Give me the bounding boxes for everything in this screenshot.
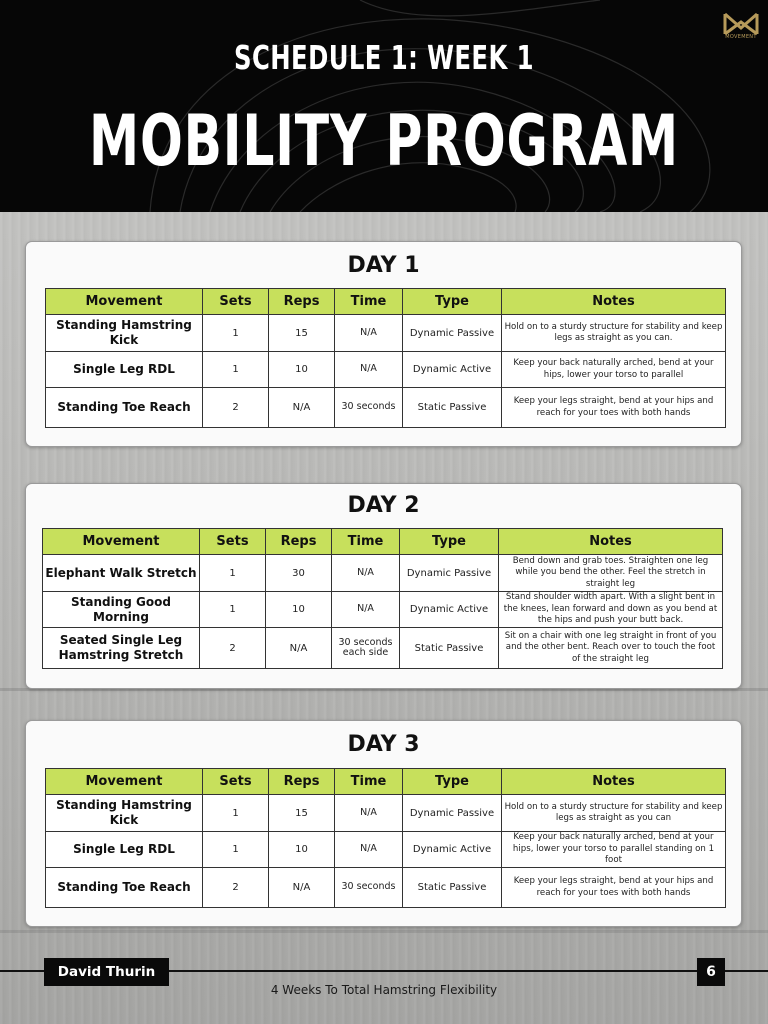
page-header [0,0,768,212]
notes-cell: Hold on to a sturdy structure for stability and keep legs as straight as you can [502,795,726,832]
col-time: Time [335,289,403,315]
type-cell: Dynamic Active [400,592,499,628]
movement-cell: Seated Single Leg Hamstring Stretch [43,628,200,669]
sets-cell: 1 [200,592,266,628]
col-notes: Notes [502,289,726,315]
footer-caption: 4 Weeks To Total Hamstring Flexibility [270,983,498,997]
col-type: Type [403,289,502,315]
notes-cell: Hold on to a sturdy structure for stability and keep legs as straight as you can. [502,315,726,352]
sets-cell: 2 [203,388,269,428]
col-sets: Sets [200,529,266,555]
day-1-title: DAY 1 [347,253,420,278]
type-cell: Dynamic Active [403,832,502,868]
movement-cell: Single Leg RDL [46,832,203,868]
time-cell: N/A [332,592,400,628]
col-movement: Movement [46,289,203,315]
movement-logo-icon [722,10,760,46]
table-row [43,555,723,592]
notes-cell: Keep your back naturally arched, bend at your hips, lower your torso to parallel standing on 1 foot [502,832,726,868]
col-sets: Sets [203,289,269,315]
col-notes: Notes [502,769,726,795]
table-row [46,795,726,832]
notes-cell: Keep your back naturally arched, bend at your hips, lower your torso to parallel [502,352,726,388]
table-row [46,832,726,868]
type-cell: Dynamic Passive [400,555,499,592]
col-reps: Reps [269,289,335,315]
reps-cell: 30 [266,555,332,592]
type-cell: Dynamic Passive [403,315,502,352]
table-row [46,315,726,352]
sets-cell: 1 [203,795,269,832]
day-2-card [25,483,742,689]
sets-cell: 2 [200,628,266,669]
day-1-card [25,241,742,447]
reps-cell: 10 [266,592,332,628]
col-movement: Movement [43,529,200,555]
notes-cell: Sit on a chair with one leg straight in front of you and the other bent. Reach over to touch the foot of the straight leg [499,628,723,669]
reps-cell: 15 [269,315,335,352]
time-cell: N/A [332,555,400,592]
notes-cell: Keep your legs straight, bend at your hips and reach for your toes with both hands [502,868,726,908]
movement-cell: Elephant Walk Stretch [43,555,200,592]
notes-cell: Bend down and grab toes. Straighten one leg while you bend the other. Feel the stretch in straight leg [499,555,723,592]
table-row [43,628,723,669]
time-cell: N/A [335,315,403,352]
col-movement: Movement [46,769,203,795]
movement-cell: Standing Hamstring Kick [46,315,203,352]
col-time: Time [335,769,403,795]
reps-cell: 15 [269,795,335,832]
page-title: MOBILITY PROGRAM [89,100,679,182]
table-header-row [46,289,726,315]
author-badge: David Thurin [44,958,169,986]
col-time: Time [332,529,400,555]
type-cell: Static Passive [400,628,499,669]
sets-cell: 2 [203,868,269,908]
notes-cell: Keep your legs straight, bend at your hips and reach for your toes with both hands [502,388,726,428]
time-cell: N/A [335,832,403,868]
day-2-table [42,528,723,669]
movement-cell: Standing Hamstring Kick [46,795,203,832]
time-cell: N/A [335,795,403,832]
time-cell: 30 seconds [335,388,403,428]
time-cell: 30 seconds [335,868,403,908]
logo-text: MOVEMENT [725,34,757,40]
table-header-row [43,529,723,555]
table-row [43,592,723,628]
col-reps: Reps [269,769,335,795]
time-cell: N/A [335,352,403,388]
type-cell: Dynamic Active [403,352,502,388]
day-1-table [45,288,726,428]
time-cell: 30 seconds each side [332,628,400,669]
col-notes: Notes [499,529,723,555]
page-subtitle: SCHEDULE 1: WEEK 1 [234,38,534,77]
type-cell: Static Passive [403,868,502,908]
movement-cell: Standing Good Morning [43,592,200,628]
day-3-table [45,768,726,908]
reps-cell: 10 [269,832,335,868]
table-row [46,352,726,388]
table-row [46,868,726,908]
sets-cell: 1 [200,555,266,592]
sets-cell: 1 [203,352,269,388]
col-reps: Reps [266,529,332,555]
reps-cell: N/A [269,388,335,428]
wall-seam [0,930,768,933]
type-cell: Static Passive [403,388,502,428]
day-2-title: DAY 2 [347,493,420,518]
sets-cell: 1 [203,832,269,868]
day-3-title: DAY 3 [347,732,420,757]
type-cell: Dynamic Passive [403,795,502,832]
notes-cell: Stand shoulder width apart. With a slight bent in the knees, lean forward and down as you bend at the hips and push your butt back. [499,592,723,628]
sets-cell: 1 [203,315,269,352]
reps-cell: 10 [269,352,335,388]
col-type: Type [400,529,499,555]
movement-cell: Standing Toe Reach [46,388,203,428]
table-row [46,388,726,428]
day-3-card [25,720,742,927]
reps-cell: N/A [266,628,332,669]
table-header-row [46,769,726,795]
reps-cell: N/A [269,868,335,908]
page-number: 6 [697,958,725,986]
movement-cell: Single Leg RDL [46,352,203,388]
movement-cell: Standing Toe Reach [46,868,203,908]
col-sets: Sets [203,769,269,795]
col-type: Type [403,769,502,795]
